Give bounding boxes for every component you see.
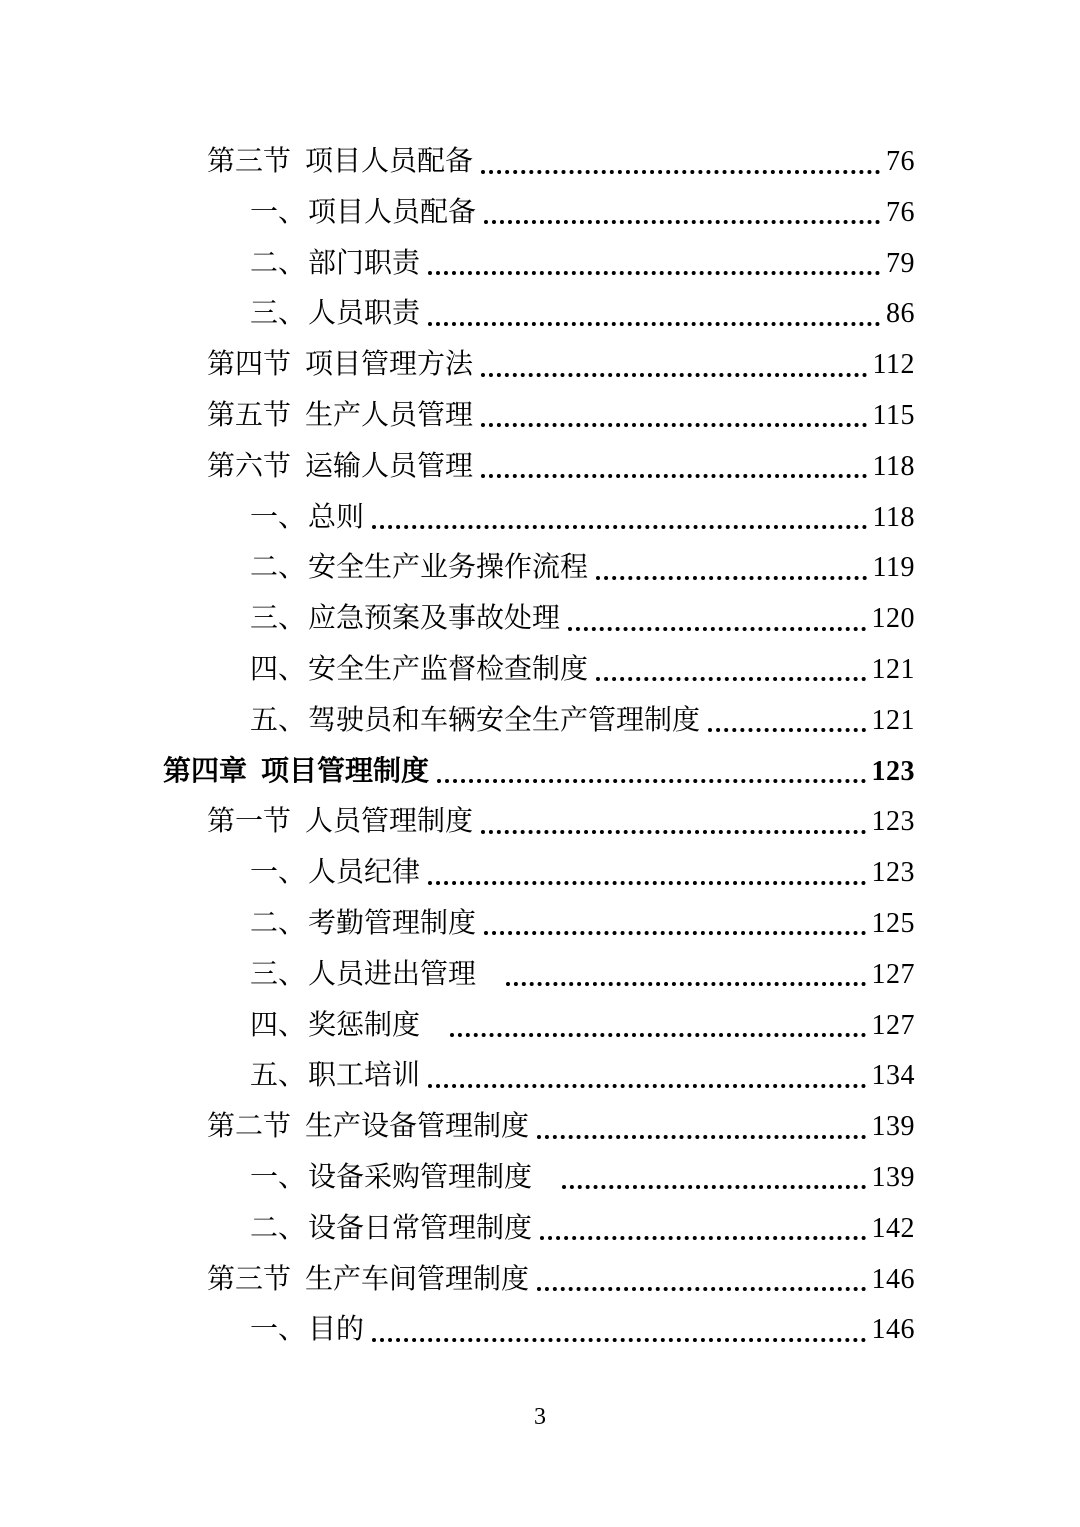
toc-entry-line xyxy=(207,136,915,187)
toc-entry-number: 第五节 xyxy=(207,397,292,431)
toc-entry-line xyxy=(207,390,915,441)
toc-entry[interactable] xyxy=(0,1254,1080,1305)
toc-entry-page: 142 xyxy=(871,1212,915,1244)
toc-entry-title: 安全生产业务操作流程 xyxy=(308,550,589,584)
toc-entry[interactable] xyxy=(0,847,1080,898)
toc-entry-page: 127 xyxy=(871,958,915,990)
toc-entry-page: 79 xyxy=(886,247,915,279)
toc-entry-title: 项目管理方法 xyxy=(305,347,474,381)
toc-entry-number: 四、 xyxy=(250,651,307,685)
toc-entry[interactable] xyxy=(0,288,1080,339)
toc-entry-title: 人员管理制度 xyxy=(305,804,474,838)
toc-entry[interactable] xyxy=(0,1304,1080,1355)
toc-dot-leader xyxy=(481,474,867,478)
toc-dot-leader xyxy=(596,576,867,580)
toc-entry[interactable] xyxy=(0,542,1080,593)
toc-entry-number: 二、 xyxy=(250,905,307,939)
toc-entry-page: 146 xyxy=(871,1263,915,1295)
toc-dot-leader xyxy=(481,830,865,834)
toc-entry-line xyxy=(163,746,915,797)
toc-entry-page: 76 xyxy=(886,146,915,177)
toc-entry-title: 生产人员管理 xyxy=(305,397,474,431)
toc-entry-line xyxy=(250,1152,915,1203)
toc-entry-number: 一、 xyxy=(250,1312,307,1346)
toc-entry[interactable] xyxy=(0,187,1080,238)
toc-dot-leader xyxy=(481,170,880,174)
toc-entry-number: 第三节 xyxy=(207,144,292,177)
toc-entry-page: 121 xyxy=(871,653,915,685)
toc-entry-number: 二、 xyxy=(250,245,307,279)
toc-entry[interactable] xyxy=(0,390,1080,441)
toc-entry-title: 项目人员配备 xyxy=(305,144,474,177)
toc-entry-number: 二、 xyxy=(250,550,307,584)
toc-entry-line xyxy=(250,238,915,289)
toc-entry-number: 第一节 xyxy=(207,804,292,838)
toc-entry-line xyxy=(250,898,915,949)
toc-entry-title: 总则 xyxy=(308,499,365,533)
toc-dot-leader xyxy=(481,423,867,427)
toc-entry-page: 123 xyxy=(871,755,915,787)
toc-entry-title: 生产设备管理制度 xyxy=(305,1109,530,1143)
toc-entry[interactable] xyxy=(0,1101,1080,1152)
toc-entry-number: 一、 xyxy=(250,194,307,228)
toc-dot-leader xyxy=(484,220,880,224)
toc-entry-page: 119 xyxy=(872,552,915,584)
page-number: 3 xyxy=(534,1404,546,1430)
toc-entry-title: 目的 xyxy=(308,1312,365,1346)
toc-entry-number: 第三节 xyxy=(207,1261,292,1295)
toc-dot-leader xyxy=(568,627,865,631)
toc-dot-leader xyxy=(372,525,867,529)
toc-entry-line xyxy=(250,1000,915,1051)
toc-dot-leader xyxy=(428,1084,865,1088)
toc-entry-title: 人员职责 xyxy=(308,296,421,330)
toc-entry-title: 考勤管理制度 xyxy=(308,905,477,939)
toc-entry-line xyxy=(250,542,915,593)
toc-entry-title: 应急预案及事故处理 xyxy=(308,601,561,635)
toc-entry-line xyxy=(250,695,915,746)
toc-entry-number: 第六节 xyxy=(207,448,292,482)
toc-dot-leader xyxy=(596,677,865,681)
toc-entry-number: 第四章 xyxy=(163,753,248,787)
toc-entry[interactable] xyxy=(0,1152,1080,1203)
toc-entry-line xyxy=(250,187,915,238)
toc-entry-page: 123 xyxy=(871,806,915,838)
toc-entry-number: 一、 xyxy=(250,499,307,533)
toc-entry-line xyxy=(207,1101,915,1152)
toc-dot-leader xyxy=(450,1033,865,1037)
toc-entry-line xyxy=(250,847,915,898)
toc-entry-number: 一、 xyxy=(250,1159,307,1193)
toc-dot-leader xyxy=(537,1135,865,1139)
toc-entry-line xyxy=(207,441,915,492)
toc-entry-page: 123 xyxy=(871,857,915,889)
toc-entry-page: 115 xyxy=(872,399,915,431)
toc-entry-line xyxy=(207,796,915,847)
toc-entry-title: 运输人员管理 xyxy=(305,448,474,482)
toc-entry[interactable] xyxy=(0,238,1080,289)
toc-entry-line xyxy=(250,288,915,339)
toc-dot-leader xyxy=(708,728,865,732)
toc-dot-leader xyxy=(481,373,867,377)
toc-entry[interactable] xyxy=(0,136,1080,187)
toc-entry-number: 二、 xyxy=(250,1210,307,1244)
toc-entry-title: 职工培训 xyxy=(308,1058,421,1092)
toc-dot-leader xyxy=(428,881,865,885)
toc-entry-page: 125 xyxy=(871,907,915,939)
toc-entry[interactable] xyxy=(0,898,1080,949)
toc-entry-page: 134 xyxy=(871,1060,915,1092)
toc-entry[interactable] xyxy=(0,1203,1080,1254)
toc-entry-number: 五、 xyxy=(250,1058,307,1092)
toc-entry-title: 项目人员配备 xyxy=(308,194,477,228)
toc-entry-number: 五、 xyxy=(250,702,307,736)
toc-entry[interactable] xyxy=(0,695,1080,746)
toc-entry[interactable] xyxy=(0,796,1080,847)
toc-dot-leader xyxy=(484,931,865,935)
toc-entry-title: 人员进出管理 xyxy=(308,956,477,990)
toc-dot-leader xyxy=(540,1236,865,1240)
toc-entry[interactable] xyxy=(0,492,1080,543)
toc-entry-page: 112 xyxy=(872,349,915,381)
toc-entry-line xyxy=(207,339,915,390)
toc-dot-leader xyxy=(428,322,880,326)
toc-entry[interactable] xyxy=(0,746,1080,797)
toc-entry-title: 设备采购管理制度 xyxy=(308,1159,533,1193)
toc-entry-title: 项目管理制度 xyxy=(261,753,430,787)
toc-entry[interactable] xyxy=(0,593,1080,644)
toc-dot-leader xyxy=(428,271,880,275)
toc-entry-title: 生产车间管理制度 xyxy=(305,1261,530,1295)
toc-entry-line xyxy=(207,1254,915,1305)
toc-entry-line xyxy=(250,1304,915,1355)
toc-entry-page: 139 xyxy=(871,1111,915,1143)
toc-entry-page: 139 xyxy=(871,1161,915,1193)
toc-entry-line xyxy=(250,1203,915,1254)
toc-dot-leader xyxy=(562,1185,865,1189)
toc-entry-page: 86 xyxy=(886,298,915,330)
toc-entry[interactable] xyxy=(0,644,1080,695)
toc-entry-line xyxy=(250,492,915,543)
toc-entry-title: 部门职责 xyxy=(308,245,421,279)
toc-entry-page: 118 xyxy=(872,501,915,533)
toc-entry[interactable] xyxy=(0,949,1080,1000)
toc-dot-leader xyxy=(437,779,865,783)
toc-entry-title: 奖惩制度 xyxy=(308,1007,421,1041)
table-of-contents xyxy=(0,136,1080,1355)
toc-dot-leader xyxy=(372,1338,865,1342)
toc-entry-number: 三、 xyxy=(250,956,307,990)
toc-entry[interactable] xyxy=(0,441,1080,492)
toc-entry[interactable] xyxy=(0,1000,1080,1051)
toc-entry-page: 76 xyxy=(886,196,915,228)
toc-entry[interactable] xyxy=(0,339,1080,390)
toc-entry-page: 118 xyxy=(872,450,915,482)
toc-entry-title: 驾驶员和车辆安全生产管理制度 xyxy=(308,702,701,736)
toc-entry-number: 第四节 xyxy=(207,347,292,381)
toc-dot-leader xyxy=(506,982,865,986)
toc-entry-line xyxy=(250,949,915,1000)
toc-entry-title: 设备日常管理制度 xyxy=(308,1210,533,1244)
toc-entry-number: 第二节 xyxy=(207,1109,292,1143)
toc-entry-number: 四、 xyxy=(250,1007,307,1041)
toc-entry-number: 一、 xyxy=(250,855,307,889)
toc-entry-title: 人员纪律 xyxy=(308,855,421,889)
toc-entry-page: 146 xyxy=(871,1314,915,1346)
toc-entry-line xyxy=(250,1050,915,1101)
toc-dot-leader xyxy=(537,1287,865,1291)
toc-entry-line xyxy=(250,644,915,695)
toc-entry[interactable] xyxy=(0,1050,1080,1101)
toc-entry-page: 121 xyxy=(871,704,915,736)
toc-entry-title: 安全生产监督检查制度 xyxy=(308,651,589,685)
toc-entry-line xyxy=(250,593,915,644)
toc-entry-number: 三、 xyxy=(250,296,307,330)
toc-entry-number: 三、 xyxy=(250,601,307,635)
toc-entry-page: 120 xyxy=(871,603,915,635)
toc-entry-page: 127 xyxy=(871,1009,915,1041)
